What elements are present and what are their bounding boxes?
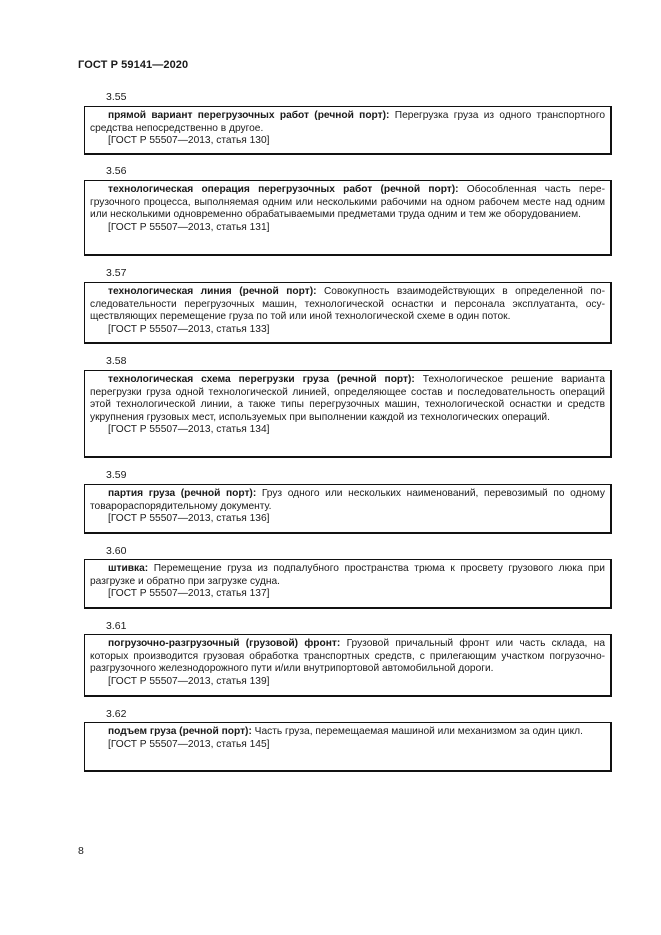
term-definition bbox=[90, 374, 605, 424]
definition-text: Обособленная часть перегрузочного процесса, выполняемая одним или несколькими рабочими на одном рабочем месте над одним или несколькими одновременно обрабатываемыми предметами труда одним и тем же оборудованием. bbox=[90, 184, 605, 220]
document-header: ГОСТ Р 59141—2020 bbox=[78, 59, 189, 71]
term-name: технологическая схема перегрузки груза (речной порт): bbox=[108, 374, 415, 385]
term-name: погрузочно-разгрузочный (грузовой) фронт: bbox=[108, 638, 341, 649]
term-definition bbox=[90, 638, 605, 676]
term-entry bbox=[84, 370, 612, 458]
term-definition bbox=[90, 184, 605, 222]
entry-number: 3.59 bbox=[106, 469, 127, 481]
term-source: [ГОСТ Р 55507—2013, статья 137] bbox=[108, 588, 270, 599]
term-definition bbox=[90, 726, 605, 739]
term-entry bbox=[84, 634, 612, 697]
term-name: партия груза (речной порт): bbox=[108, 488, 257, 499]
term-definition bbox=[90, 286, 605, 324]
term-name: подъем груза (речной порт): bbox=[108, 726, 252, 737]
term-definition bbox=[90, 488, 605, 513]
term-definition bbox=[90, 563, 605, 588]
entry-number: 3.62 bbox=[106, 708, 127, 720]
entry-number: 3.56 bbox=[106, 165, 127, 177]
term-source: [ГОСТ Р 55507—2013, статья 136] bbox=[108, 513, 270, 524]
term-entry bbox=[84, 484, 612, 534]
definition-text: Часть груза, перемещаемая машиной или механизмом за один цикл. bbox=[251, 726, 583, 737]
term-entry bbox=[84, 559, 612, 609]
entry-number: 3.58 bbox=[106, 355, 127, 367]
term-name: технологическая линия (речной порт): bbox=[108, 286, 317, 297]
definition-text: Совокупность взаимодействующих в определенной последовательности перегрузочных машин, технологической оснастки и персонала эксплуатанта, осуществляющих перемещение груза по той или иной технологической схеме в один поток. bbox=[90, 286, 605, 322]
definition-text: Технологическое решение варианта перегрузки груза одной технологической линией, определяющее состав и последовательность операций этой технологической линии, а также типы перегрузочных машин, технологической оснастки и средств укрупнения грузовых мест, используемых при выполнении каждой из технологических операций. bbox=[90, 374, 605, 423]
term-source: [ГОСТ Р 55507—2013, статья 139] bbox=[108, 675, 270, 687]
term-source: [ГОСТ Р 55507—2013, статья 130] bbox=[108, 135, 270, 146]
definition-text: Груз одного или нескольких наименований, перевозимый по одному товарораспорядительному документу. bbox=[90, 488, 606, 512]
entry-number: 3.55 bbox=[106, 91, 127, 103]
term-entry bbox=[84, 106, 612, 155]
term-source: [ГОСТ Р 55507—2013, статья 131] bbox=[108, 221, 270, 233]
entry-number: 3.60 bbox=[106, 545, 127, 557]
term-name: технологическая операция перегрузочных работ (речной порт): bbox=[108, 184, 459, 195]
term-entry bbox=[84, 180, 612, 256]
term-source: [ГОСТ Р 55507—2013, статья 134] bbox=[108, 424, 270, 435]
term-entry bbox=[84, 282, 612, 344]
definition-text: Перемещение груза из подпалубного пространства трюма к просвету грузового люка при разгрузке и обратно при загрузке судна. bbox=[90, 563, 605, 587]
term-entry bbox=[84, 722, 612, 772]
term-source: [ГОСТ Р 55507—2013, статья 145] bbox=[108, 738, 270, 750]
entry-number: 3.61 bbox=[106, 620, 127, 632]
term-name: прямой вариант перегрузочных работ (речной порт): bbox=[108, 110, 390, 121]
term-name: штивка: bbox=[108, 563, 149, 574]
definition-text: Перегрузка груза из одного транспортного средства непосредственно в другое. bbox=[90, 110, 606, 134]
page-number: 8 bbox=[78, 845, 84, 857]
definition-text: Грузовой причальный фронт или часть склада, на которых производится грузовая обработка транспортных средств, с прилегающим участком погрузочно-разгрузочного железнодорожного пути и/или внутрипортовой автомобильной дороги. bbox=[90, 638, 605, 674]
term-definition bbox=[90, 110, 605, 135]
entry-number: 3.57 bbox=[106, 267, 127, 279]
term-source: [ГОСТ Р 55507—2013, статья 133] bbox=[108, 323, 270, 335]
